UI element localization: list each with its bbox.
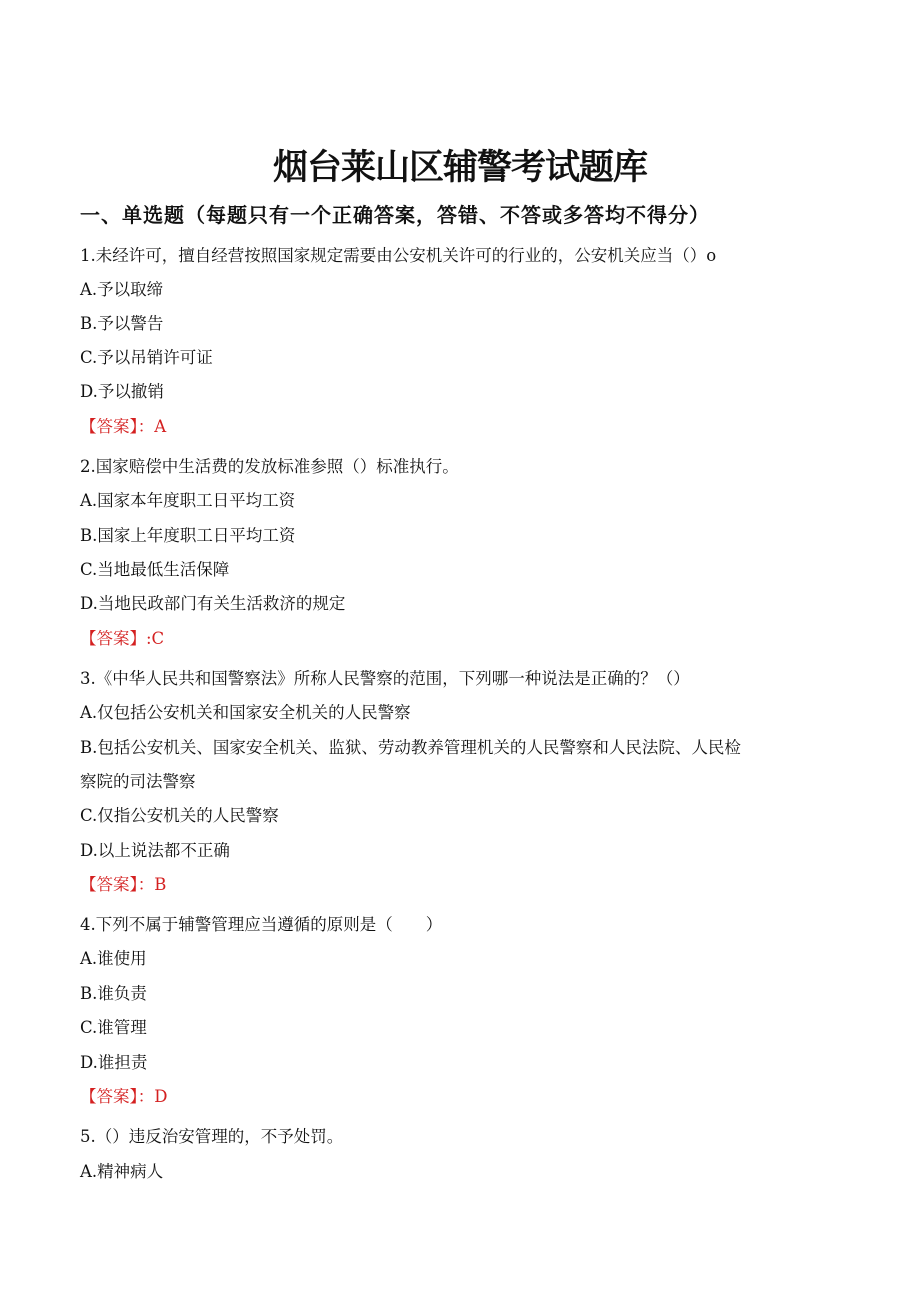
question-4-option-d: D.谁担责 (80, 1053, 148, 1072)
question-2-answer: 【答案】:C (80, 629, 165, 648)
question-5-stem: 5.（）违反治安管理的，不予处罚。 (80, 1127, 344, 1146)
question-1-option-d: D.予以撤销 (80, 382, 164, 401)
question-3-answer: 【答案】：B (80, 875, 167, 894)
question-2-option-c: C.当地最低生活保障 (80, 560, 230, 579)
question-4-option-b: B.谁负责 (80, 984, 147, 1003)
question-3-option-c: C.仅指公安机关的人民警察 (80, 806, 279, 825)
question-4-option-a: A.谁使用 (80, 949, 147, 968)
question-4-option-c: C.谁管理 (80, 1018, 147, 1037)
question-2-option-b: B.国家上年度职工日平均工资 (80, 526, 296, 545)
question-1-option-c: C.予以吊销许可证 (80, 348, 213, 367)
question-5-option-a: A.精神病人 (80, 1162, 164, 1181)
question-2-stem: 2.国家赔偿中生活费的发放标准参照（）标准执行。 (80, 457, 459, 476)
question-1-option-b: B.予以警告 (80, 314, 164, 333)
question-3-option-d: D.以上说法都不正确 (80, 841, 230, 860)
question-2-option-a: A.国家本年度职工日平均工资 (80, 491, 296, 510)
page-title: 烟台莱山区辅警考试题库 (272, 148, 647, 188)
question-3-option-b: B.包括公安机关、国家安全机关、监狱、劳动教养管理机关的人民警察和人民法院、人民检 (80, 738, 741, 757)
question-3-option-a: A.仅包括公安机关和国家安全机关的人民警察 (80, 703, 411, 722)
question-4-answer: 【答案】：D (80, 1087, 168, 1106)
question-1-option-a: A.予以取缔 (80, 280, 164, 299)
question-3-option-b-continued: 察院的司法警察 (80, 772, 196, 791)
question-4-stem: 4.下列不属于辅警管理应当遵循的原则是（ ） (80, 915, 443, 934)
question-2-option-d: D.当地民政部门有关生活救济的规定 (80, 594, 346, 613)
section-heading: 一、单选题（每题只有一个正确答案，答错、不答或多答均不得分） (80, 203, 710, 227)
question-1-answer: 【答案】：A (80, 417, 167, 436)
question-1-stem: 1.未经许可，擅自经营按照国家规定需要由公安机关许可的行业的，公安机关应当（）o (80, 246, 717, 265)
question-3-stem: 3.《中华人民共和国警察法》所称人民警察的范围，下列哪一种说法是正确的？（） (80, 669, 690, 688)
